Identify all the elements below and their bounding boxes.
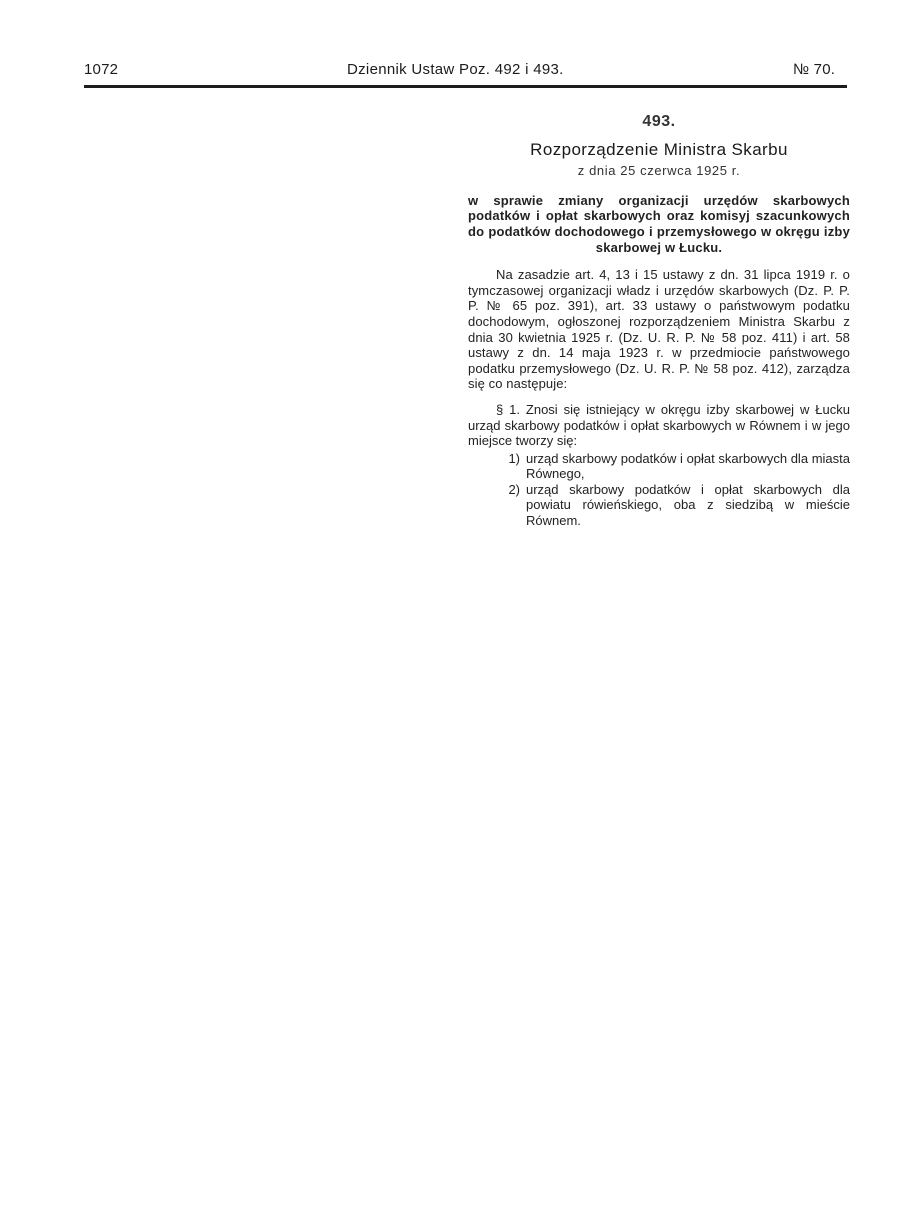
list-item-index: 2): [508, 481, 520, 497]
list-item: [468, 482, 850, 529]
list-item-text: urząd skarbowy podatków i opłat skarbowych dla powiatu rówieńskiego, oba z siedzibą w mieście Równem.: [526, 481, 850, 529]
section-1-list: [468, 451, 850, 529]
issue-number: № 70.: [793, 61, 836, 78]
document-column: [468, 110, 850, 529]
journal-title: Dziennik Ustaw Poz. 492 i 493.: [347, 61, 564, 78]
act-number: 493.: [642, 113, 676, 130]
header-rule: [84, 85, 847, 88]
list-item-text: urząd skarbowy podatków i opłat skarbowych dla miasta Równego,: [526, 450, 850, 482]
act-title: Rozporządzenie Ministra Skarbu: [530, 139, 788, 159]
act-preamble: Na zasadzie art. 4, 13 i 15 ustawy z dn. 31 lipca 1919 r. o tymczasowej organizacji władz i urzędów skarbowych (Dz. P. P. P. № 65 poz. 391), art. 33 ustawy o państwowym podatku dochodowym, ogłoszonej rozporządzeniem Ministra Skarbu z dnia 30 kwietnia 1925 r. (Dz. U. R. P. № 58 poz. 411) i art. 58 ustawy z dn. 14 maja 1923 r. w przedmiocie państwowego podatku przemysłowego (Dz. U. R. P. № 58 poz. 412), zarządza się co następuje:: [468, 267, 850, 392]
page-number: 1072: [84, 61, 119, 78]
section-1-intro: § 1. Znosi się istniejący w okręgu izby skarbowej w Łucku urząd skarbowy podatków i opłat skarbowych w Równem i w jego miejsce tworzy się:: [468, 401, 850, 449]
list-item-index: 1): [508, 450, 520, 466]
list-item: [468, 451, 850, 482]
act-subject: w sprawie zmiany organizacji urzędów skarbowych podatków i opłat skarbowych oraz komisyj szacunkowych do podatków dochodowego i przemysłowego w okręgu izby skarbowej w Łucku.: [468, 192, 850, 255]
act-date: z dnia 25 czerwca 1925 r.: [577, 163, 741, 179]
